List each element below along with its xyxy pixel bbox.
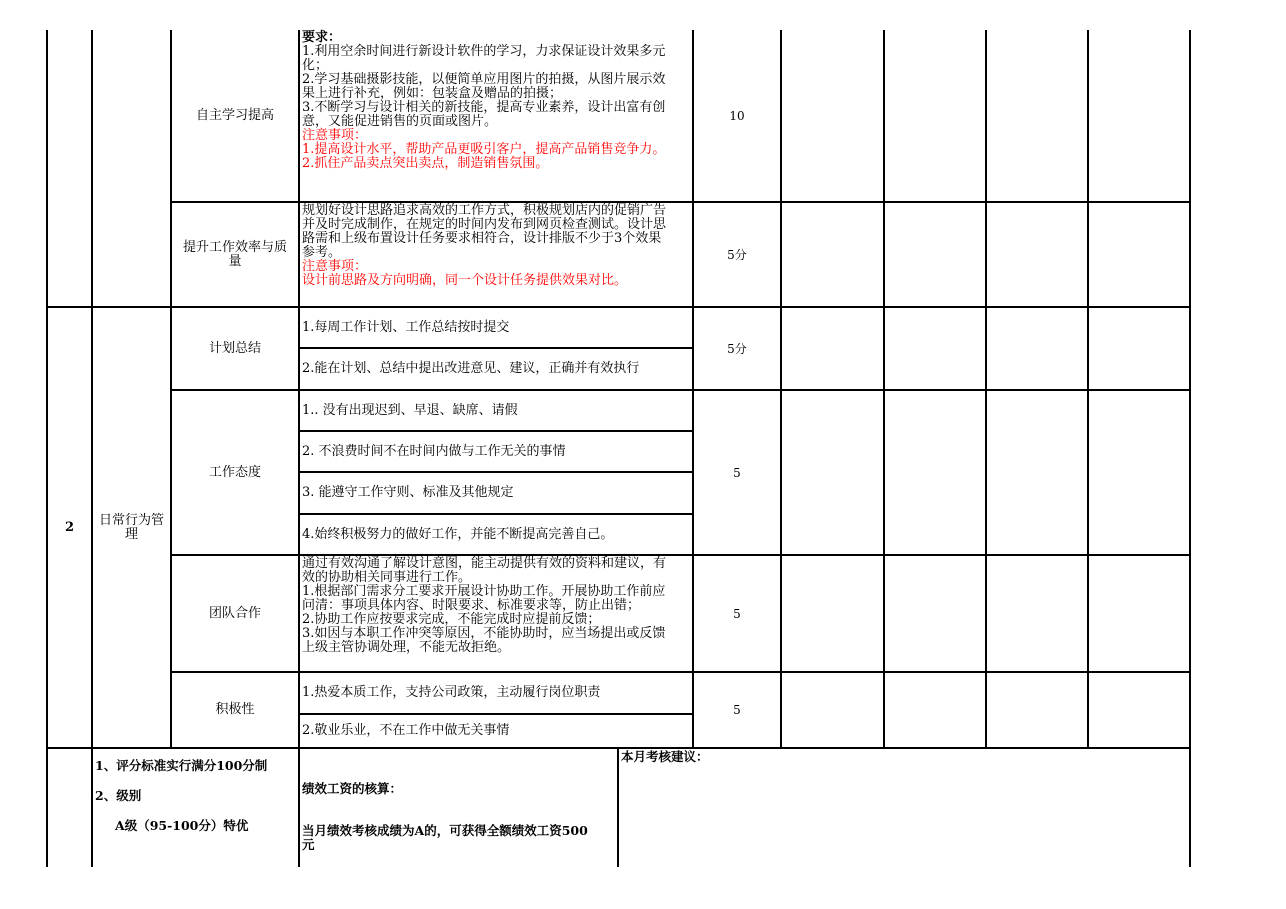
item-description-cell [298, 430, 694, 473]
criteria-line: 问清：事项具体内容、时限要求、标准要求等，防止出错； [302, 598, 641, 613]
item-description-cell [298, 389, 694, 432]
item-name-cell [170, 554, 300, 673]
score-entry-cell-2[interactable] [883, 671, 987, 749]
monthly-advice-cell[interactable] [617, 747, 1191, 867]
score-entry-cell-1[interactable] [780, 671, 885, 749]
item-name: 工作态度 [208, 464, 261, 480]
criteria-line: 2.能在计划、总结中提出改进意见、建议，正确并有效执行 [302, 361, 640, 376]
item-score-cell [692, 389, 782, 556]
item-name: 提升工作效率与质量 [182, 239, 287, 269]
group-category: 日常行为管理 [98, 512, 164, 542]
group-index: 2 [64, 519, 75, 535]
note-line: 1.提高设计水平，帮助产品更吸引客户，提高产品销售竞争力。 [302, 142, 666, 157]
calculation-line: 元 [302, 837, 315, 852]
score-entry-cell-2[interactable] [883, 554, 987, 673]
item-description-cell [298, 513, 694, 556]
calculation-title: 绩效工资的核算： [302, 781, 403, 796]
score-entry-cell-2[interactable] [883, 306, 987, 391]
score-entry-cell-4[interactable] [1087, 30, 1191, 203]
criteria-line: 2.协助工作应按要求完成，不能完成时应提前反馈； [302, 612, 601, 627]
item-description-cell [298, 30, 694, 203]
requirement-line: 路需和上级布置设计任务要求相符合，设计排版不少于3个效果 [302, 231, 662, 246]
item-score-cell [692, 306, 782, 391]
item-name: 团队合作 [208, 605, 261, 621]
criteria-line: 1.热爱本质工作，支持公司政策，主动履行岗位职责 [302, 685, 601, 700]
criteria-line: 2. 不浪费时间不在时间内做与工作无关的事情 [302, 443, 566, 459]
scoring-rules-cell [91, 747, 300, 867]
index-cell [46, 30, 93, 308]
score-entry-cell-4[interactable] [1087, 671, 1191, 749]
footer-blank-cell [46, 747, 93, 867]
score-entry-cell-3[interactable] [985, 389, 1089, 556]
item-score-cell [692, 201, 782, 308]
criteria-line: 效的协助相关同事进行工作。 [302, 570, 472, 585]
category-cell [91, 30, 172, 308]
requirement-line: 1.利用空余时间进行新设计软件的学习，力求保证设计效果多元 [302, 44, 666, 59]
item-score: 5 [733, 606, 741, 621]
note-line: 设计前思路及方向明确，同一个设计任务提供效果对比。 [302, 273, 628, 288]
score-entry-cell-2[interactable] [883, 30, 987, 203]
criteria-line: 1.每周工作计划、工作总结按时提交 [302, 319, 510, 335]
score-entry-cell-4[interactable] [1087, 201, 1191, 308]
item-description-cell [298, 201, 694, 308]
criteria-line: 2.敬业乐业，不在工作中做无关事情 [302, 723, 510, 738]
requirement-line: 2.学习基础摄影技能，以便简单应用图片的拍摄，从图片展示效 [302, 72, 666, 87]
score-entry-cell-1[interactable] [780, 389, 885, 556]
criteria-line: 3. 能遵守工作守则、标准及其他规定 [302, 485, 514, 500]
calculation-line: 当月绩效考核成绩为A的，可获得全额绩效工资500 [302, 823, 588, 838]
item-name: 计划总结 [208, 340, 261, 356]
score-entry-cell-1[interactable] [780, 30, 885, 203]
note-title: 注意事项： [302, 128, 368, 143]
item-name: 自主学习提高 [195, 107, 274, 123]
note-title: 注意事项： [302, 259, 368, 274]
requirement-line: 参考。 [302, 245, 342, 260]
advice-title: 本月考核建议： [621, 749, 709, 764]
score-entry-cell-4[interactable] [1087, 306, 1191, 391]
requirement-line: 并及时完成制作，在规定的时间内发布到网页检查测试。设计思 [302, 217, 667, 232]
score-entry-cell-1[interactable] [780, 554, 885, 673]
item-score-cell [692, 671, 782, 749]
requirement-line: 意，又能促进销售的页面或图片。 [302, 114, 498, 129]
requirement-line: 化； [302, 58, 329, 73]
score-entry-cell-1[interactable] [780, 201, 885, 308]
item-name-cell [170, 671, 300, 749]
score-entry-cell-2[interactable] [883, 389, 987, 556]
item-score: 5 [733, 703, 741, 717]
item-description-cell [298, 713, 694, 749]
note-line: 2.抓住产品卖点突出卖点，制造销售氛围。 [302, 156, 549, 171]
category-cell [91, 306, 172, 749]
grade-line: A级（95-100分）特优 [115, 818, 249, 833]
requirement-line: 果上进行补充，例如：包装盒及赠品的拍摄； [302, 86, 563, 101]
salary-calculation-cell [298, 747, 619, 867]
index-cell [46, 306, 93, 749]
requirement-line: 3.不断学习与设计相关的新技能，提高专业素养，设计出富有创 [302, 100, 666, 115]
item-score: 5分 [727, 247, 747, 262]
score-entry-cell-3[interactable] [985, 554, 1089, 673]
requirement-title: 要求： [302, 30, 342, 45]
criteria-line: 上级主管协调处理，不能无故拒绝。 [302, 640, 511, 655]
score-entry-cell-3[interactable] [985, 30, 1089, 203]
score-entry-cell-4[interactable] [1087, 554, 1191, 673]
item-name-cell [170, 389, 300, 556]
score-entry-cell-3[interactable] [985, 306, 1089, 391]
criteria-line: 3.如因与本职工作冲突等原因，不能协助时，应当场提出或反馈 [302, 626, 666, 641]
item-score: 5分 [727, 341, 747, 356]
item-name-cell [170, 30, 300, 203]
item-description-cell [298, 471, 694, 515]
item-score: 5 [733, 465, 741, 480]
score-entry-cell-1[interactable] [780, 306, 885, 391]
rule-line: 2、级别 [95, 788, 142, 803]
requirement-line: 规划好设计思路追求高效的工作方式，积极规划店内的促销广告 [302, 203, 667, 218]
item-score-cell [692, 554, 782, 673]
rule-line: 1、评分标准实行满分100分制 [95, 758, 268, 773]
criteria-line: 通过有效沟通了解设计意图，能主动提供有效的资料和建议，有 [302, 556, 667, 571]
score-entry-cell-2[interactable] [883, 201, 987, 308]
item-score: 10 [729, 108, 745, 123]
criteria-line: 1.. 没有出现迟到、早退、缺席、请假 [302, 402, 518, 418]
score-entry-cell-3[interactable] [985, 201, 1089, 308]
item-name-cell [170, 306, 300, 391]
item-name: 积极性 [215, 702, 255, 717]
item-name-cell [170, 201, 300, 308]
item-description-cell [298, 554, 694, 673]
item-description-cell [298, 671, 694, 715]
criteria-line: 4.始终积极努力的做好工作，并能不断提高完善自己。 [302, 526, 614, 542]
item-description-cell [298, 347, 694, 391]
score-entry-cell-3[interactable] [985, 671, 1089, 749]
criteria-line: 1.根据部门需求分工要求开展设计协助工作。开展协助工作前应 [302, 584, 666, 599]
item-score-cell [692, 30, 782, 203]
score-entry-cell-4[interactable] [1087, 389, 1191, 556]
item-description-cell [298, 306, 694, 349]
